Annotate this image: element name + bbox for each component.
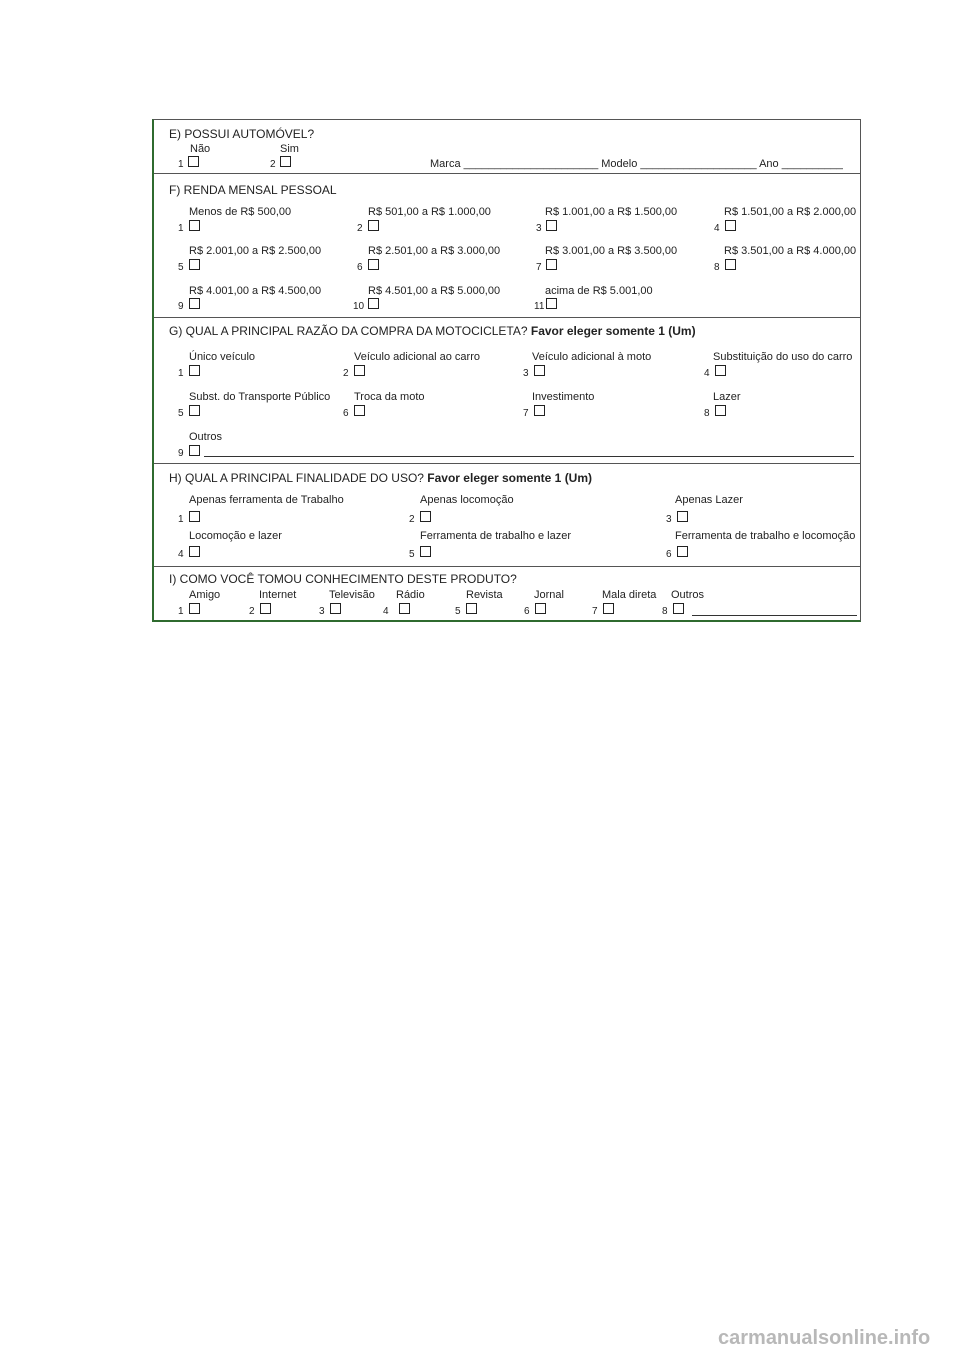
reason-option-label: Veículo adicional à moto — [532, 351, 652, 363]
reason-option-label: Único veículo — [189, 351, 256, 363]
checkbox-reason-6[interactable] — [354, 405, 365, 416]
option-number: 1 — [178, 368, 184, 379]
section-h-title-text: H) QUAL A PRINCIPAL FINALIDADE DO USO? — [169, 471, 424, 485]
section-g-title — [169, 325, 696, 337]
usage-option-label: Apenas locomoção — [420, 494, 514, 506]
option-number: 6 — [524, 606, 530, 617]
section-divider — [154, 173, 860, 174]
checkbox-income-1[interactable] — [189, 220, 200, 231]
checkbox-source-revista[interactable] — [466, 603, 477, 614]
checkbox-reason-7[interactable] — [534, 405, 545, 416]
source-option-label: Outros — [671, 589, 705, 601]
option-number: 1 — [178, 514, 184, 525]
option-number: 10 — [353, 301, 365, 312]
checkbox-usage-5[interactable] — [420, 546, 431, 557]
income-option-label: R$ 4.501,00 a R$ 5.000,00 — [368, 285, 501, 297]
checkbox-reason-1[interactable] — [189, 365, 200, 376]
checkbox-usage-1[interactable] — [189, 511, 200, 522]
checkbox-source-amigo[interactable] — [189, 603, 200, 614]
option-number: 2 — [249, 606, 255, 617]
source-option-label: Rádio — [396, 589, 425, 601]
option-number: 4 — [178, 549, 184, 560]
section-g-title-text: G) QUAL A PRINCIPAL RAZÃO DA COMPRA DA MOTOCICLETA? — [169, 324, 528, 338]
income-option-label: R$ 3.001,00 a R$ 3.500,00 — [545, 245, 678, 257]
option-number: 3 — [319, 606, 325, 617]
option-number: 4 — [383, 606, 389, 617]
option-number: 4 — [714, 223, 720, 234]
section-divider — [154, 463, 860, 464]
section-h-title-emphasis: Favor eleger somente 1 (Um) — [427, 471, 593, 485]
source-option-label: Mala direta — [602, 589, 657, 601]
section-h-title — [169, 472, 592, 484]
section-divider — [154, 317, 860, 318]
checkbox-reason-3[interactable] — [534, 365, 545, 376]
section-e-option-label: Sim — [280, 143, 299, 155]
checkbox-source-radio[interactable] — [399, 603, 410, 614]
checkbox-source-outros[interactable] — [673, 603, 684, 614]
option-number: 11 — [534, 301, 545, 312]
checkbox-income-11[interactable] — [546, 298, 557, 309]
income-option-label: R$ 2.501,00 a R$ 3.000,00 — [368, 245, 501, 257]
reason-option-label: Lazer — [713, 391, 741, 403]
source-other-line[interactable] — [692, 615, 857, 616]
option-number: 8 — [662, 606, 668, 617]
option-number: 6 — [343, 408, 349, 419]
option-number: 1 — [178, 223, 184, 234]
option-number: 6 — [357, 262, 363, 273]
checkbox-income-6[interactable] — [368, 259, 379, 270]
source-option-label: Revista — [466, 589, 503, 601]
reason-option-label: Outros — [189, 431, 223, 443]
checkbox-income-3[interactable] — [546, 220, 557, 231]
source-option-label: Jornal — [534, 589, 564, 601]
usage-option-label: Ferramenta de trabalho e lazer — [420, 530, 572, 542]
option-number: 5 — [409, 549, 415, 560]
checkbox-reason-5[interactable] — [189, 405, 200, 416]
usage-option-label: Ferramenta de trabalho e locomoção — [675, 530, 856, 542]
option-number: 3 — [536, 223, 542, 234]
usage-option-label: Apenas ferramenta de Trabalho — [189, 494, 344, 506]
checkbox-income-7[interactable] — [546, 259, 557, 270]
income-option-label: R$ 3.501,00 a R$ 4.000,00 — [724, 245, 857, 257]
option-number: 5 — [178, 262, 184, 273]
checkbox-reason-8[interactable] — [715, 405, 726, 416]
reason-option-label: Substituição do uso do carro — [713, 351, 853, 363]
checkbox-source-televisao[interactable] — [330, 603, 341, 614]
checkbox-usage-2[interactable] — [420, 511, 431, 522]
option-number: 8 — [714, 262, 720, 273]
checkbox-income-4[interactable] — [725, 220, 736, 231]
option-number: 2 — [270, 159, 276, 170]
reason-option-label: Troca da moto — [354, 391, 425, 403]
checkbox-income-9[interactable] — [189, 298, 200, 309]
option-number: 1 — [178, 606, 184, 617]
checkbox-usage-4[interactable] — [189, 546, 200, 557]
checkbox-usage-6[interactable] — [677, 546, 688, 557]
checkbox-income-10[interactable] — [368, 298, 379, 309]
checkbox-income-5[interactable] — [189, 259, 200, 270]
checkbox-sim[interactable] — [280, 156, 291, 167]
source-option-label: Amigo — [189, 589, 221, 601]
checkbox-reason-9[interactable] — [189, 445, 200, 456]
option-number: 1 — [178, 159, 184, 170]
vehicle-details-line[interactable]: Marca ______________________ Modelo ___________________ Ano __________ — [430, 158, 843, 170]
option-number: 6 — [666, 549, 672, 560]
option-number: 2 — [409, 514, 415, 525]
section-f-title: F) RENDA MENSAL PESSOAL — [169, 183, 337, 197]
section-divider — [154, 566, 860, 567]
income-option-label: R$ 501,00 a R$ 1.000,00 — [368, 206, 491, 218]
source-option-label: Internet — [259, 589, 297, 601]
source-option-label: Televisão — [329, 589, 375, 601]
income-option-label: acima de R$ 5.001,00 — [545, 285, 653, 297]
reason-option-label: Investimento — [532, 391, 595, 403]
option-number: 3 — [666, 514, 672, 525]
option-number: 9 — [178, 448, 184, 459]
checkbox-source-jornal[interactable] — [535, 603, 546, 614]
checkbox-reason-2[interactable] — [354, 365, 365, 376]
income-option-label: R$ 4.001,00 a R$ 4.500,00 — [189, 285, 322, 297]
income-option-label: R$ 2.001,00 a R$ 2.500,00 — [189, 245, 322, 257]
checkbox-source-mala-direta[interactable] — [603, 603, 614, 614]
option-number: 7 — [592, 606, 598, 617]
survey-form — [152, 119, 861, 622]
option-number: 4 — [704, 368, 710, 379]
income-option-label: R$ 1.501,00 a R$ 2.000,00 — [724, 206, 857, 218]
watermark: carmanualsonline.info — [718, 1327, 931, 1349]
usage-option-label: Apenas Lazer — [675, 494, 743, 506]
option-number: 9 — [178, 301, 184, 312]
option-number: 7 — [523, 408, 529, 419]
checkbox-nao[interactable] — [188, 156, 199, 167]
income-option-label: R$ 1.001,00 a R$ 1.500,00 — [545, 206, 678, 218]
option-number: 8 — [704, 408, 710, 419]
checkbox-source-internet[interactable] — [260, 603, 271, 614]
checkbox-income-8[interactable] — [725, 259, 736, 270]
reason-other-line[interactable] — [204, 456, 854, 457]
section-e-option-label: Não — [190, 143, 211, 155]
section-i-title: I) COMO VOCÊ TOMOU CONHECIMENTO DESTE PRODUTO? — [169, 572, 517, 586]
option-number: 3 — [523, 368, 529, 379]
income-option-label: Menos de R$ 500,00 — [189, 206, 292, 218]
option-number: 5 — [178, 408, 184, 419]
option-number: 7 — [536, 262, 542, 273]
checkbox-reason-4[interactable] — [715, 365, 726, 376]
checkbox-income-2[interactable] — [368, 220, 379, 231]
checkbox-usage-3[interactable] — [677, 511, 688, 522]
option-number: 2 — [357, 223, 363, 234]
option-number: 5 — [455, 606, 461, 617]
reason-option-label: Veículo adicional ao carro — [354, 351, 480, 363]
option-number: 2 — [343, 368, 349, 379]
section-e-title: E) POSSUI AUTOMÓVEL? — [169, 127, 315, 141]
reason-option-label: Subst. do Transporte Público — [189, 391, 331, 403]
section-g-title-emphasis: Favor eleger somente 1 (Um) — [530, 324, 696, 338]
usage-option-label: Locomoção e lazer — [189, 530, 282, 542]
